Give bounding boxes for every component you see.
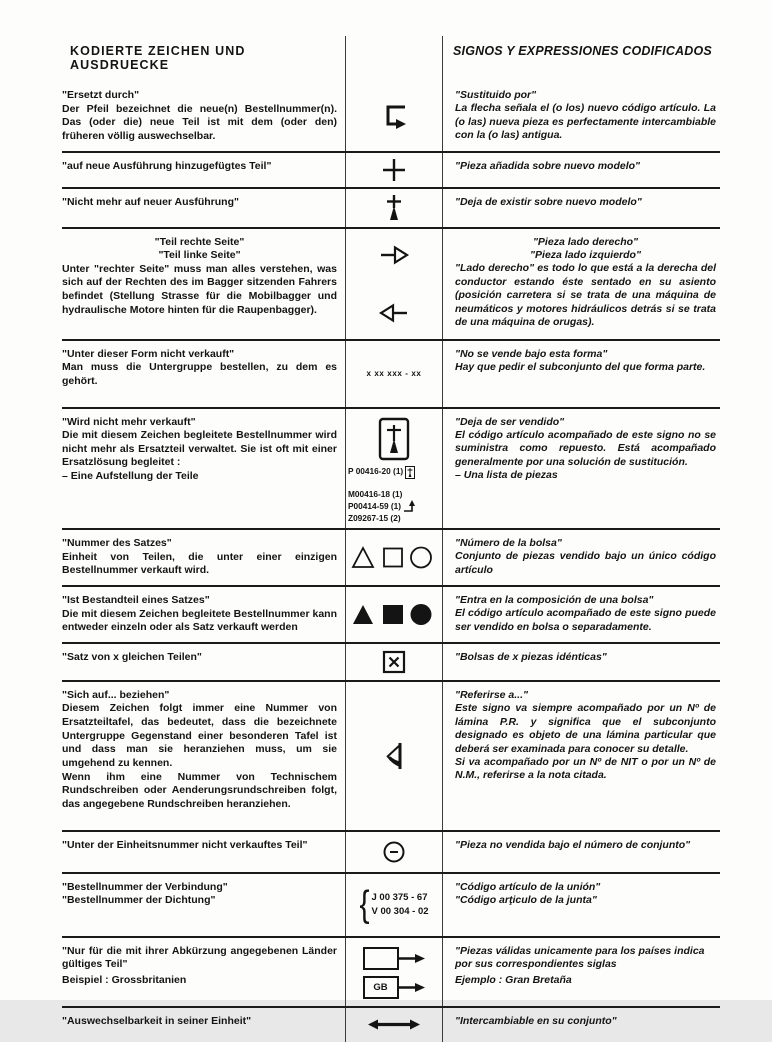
table-row	[62, 682, 720, 832]
brace-icon: {	[359, 883, 370, 925]
german-cell	[62, 682, 345, 830]
gb-country-box-arrow	[363, 976, 426, 999]
spanish-cell	[443, 938, 720, 1006]
plus-icon	[381, 157, 407, 183]
es-title: "Bolsas de x piezas idénticas"	[455, 650, 607, 663]
small-boxed-dagger-icon	[405, 466, 415, 479]
es-body: Este signo va siempre acompañado por un Nº de lámina P.R. y significa que el subconjunto designado es objeto de una lámina particular que deberá ser examinada para conocer su detalle.	[455, 702, 716, 755]
empty-country-box-arrow	[363, 947, 426, 970]
spanish-cell	[443, 587, 720, 642]
code-seal: V 00 304 - 02	[371, 905, 429, 917]
de-line1: "Teil rechte Seite"	[154, 235, 245, 248]
part-number: P 00416-20 (1)	[348, 466, 404, 477]
de-body: "Nur für die mit ihrer Abkürzung angegebenen Länder gültiges Teil"	[62, 944, 337, 971]
spanish-cell	[443, 153, 720, 187]
arrow-right-icon	[399, 982, 426, 993]
table-row	[62, 189, 720, 229]
table-row	[62, 341, 720, 409]
german-cell	[62, 229, 345, 339]
header-symbol-spacer	[345, 36, 443, 82]
de-title: "Ersetzt durch"	[62, 89, 140, 101]
es-title: "Número de la bolsa"	[455, 536, 562, 549]
de-title: "Unter der Einheitsnummer nicht verkauftes Teil"	[62, 838, 308, 851]
es-list-item: – Una lista de piezas	[455, 469, 558, 482]
outline-triangle-square-circle-icons	[350, 544, 438, 571]
filled-triangle-square-circle-icons	[350, 601, 438, 628]
table-row	[62, 530, 720, 587]
symbol-cell	[345, 189, 443, 227]
empty-country-box	[363, 947, 399, 970]
de-body: Einheit von Teilen, die unter einer einzigen Bestellnummer verkauft wird.	[62, 550, 337, 577]
code-union: J 00 375 - 67	[371, 891, 428, 903]
es-title: "Referirse a..."	[455, 688, 528, 701]
es-body: La flecha señala el (o los) nuevo código artículo. La (o las) nueva pieza es perfectamente intercambiable con la (o las) antigua.	[455, 102, 716, 142]
es-body: por sus correspondientes siglas	[455, 958, 617, 971]
german-cell	[62, 409, 345, 528]
superseded-part-list	[348, 466, 440, 524]
spanish-cell	[443, 82, 720, 151]
header-german: KODIERTE ZEICHEN UND AUSDRUECKE	[70, 44, 246, 72]
symbol-cell	[345, 82, 443, 151]
spanish-cell	[443, 644, 720, 680]
de-title: "Satz von x gleichen Teilen"	[62, 650, 202, 663]
symbol-cell	[345, 938, 443, 1006]
symbol-cell	[345, 1008, 443, 1042]
table-row	[62, 587, 720, 644]
es-title: "Sustituido por"	[455, 89, 537, 101]
spanish-cell	[443, 530, 720, 585]
es-body: "Lado derecho" es todo lo que está a la derecha del conductor estando éste sentado en su asiento (posición carretera si se trata de una máquina de neumáticos y motores hidráulicos detrás si se trata de una máquina de orugas).	[455, 262, 716, 329]
de-title: "Unter dieser Form nicht verkauft"	[62, 347, 235, 360]
table-row	[62, 644, 720, 682]
de-line1: "Bestellnummer der Verbindung"	[62, 880, 228, 893]
boxed-dagger-icon	[377, 417, 411, 461]
gb-country-box: GB	[363, 976, 399, 999]
symbol-cell	[345, 874, 443, 936]
spanish-cell	[443, 341, 720, 407]
header-spanish: SIGNOS Y EXPRESSIONES CODIFICADOS	[453, 44, 712, 58]
boxed-x-icon	[382, 650, 406, 674]
elbow-arrow-icon	[403, 500, 418, 513]
es-title: "Deja de ser vendido"	[455, 415, 565, 428]
de-body: Man muss die Untergruppe bestellen, zu dem es gehört.	[62, 361, 337, 387]
spanish-cell	[443, 874, 720, 936]
de-example: Beispiel : Grossbritanien	[62, 974, 187, 987]
de-title: "auf neue Ausführung hinzugefügtes Teil"	[62, 159, 272, 172]
symbol-cell	[345, 229, 443, 339]
spanish-cell	[443, 682, 720, 830]
spanish-cell	[443, 409, 720, 528]
dagger-icon	[383, 193, 405, 223]
german-cell	[62, 874, 345, 936]
table-row	[62, 938, 720, 1008]
spanish-cell	[443, 229, 720, 339]
es-title: "Entra en la composición de una bolsa"	[455, 593, 654, 606]
german-cell	[62, 832, 345, 872]
de-body: Die mit diesem Zeichen begleitete Bestellnummer wird nicht mehr als Ersatzteil verwaltet. Sie ist oft mit einer Ersatzlösung begleitet :	[62, 429, 337, 469]
de-body: Diesem Zeichen folgt immer eine Nummer von Ersatzteiltafel, das bedeutet, dass die bezeichnete Untergruppe Gegenstand einer besonderen Tafel ist und dass man sie heranziehen muss, um sie umgehend zu kennen.	[62, 702, 337, 769]
de-title: "Nicht mehr auf neuer Ausführung"	[62, 195, 239, 208]
es-body: Conjunto de piezas vendido bajo un único código artículo	[455, 550, 716, 576]
legend-table	[62, 36, 720, 1042]
es-body: Hay que pedir el subconjunto del que forma parte.	[455, 361, 706, 373]
table-row	[62, 153, 720, 189]
symbol-cell	[345, 341, 443, 407]
de-body: Wenn ihm eine Nummer von Technischem Rundschreiben oder Aenderungsrundschreiben folgt, das angegebene Rundschreiben heranziehen.	[62, 770, 337, 810]
german-cell	[62, 938, 345, 1006]
de-body: Die mit diesem Zeichen begleitete Bestellnummer kann entweder einzeln oder als Satz verkauft werden	[62, 607, 337, 634]
de-list-item: – Eine Aufstellung der Teile	[62, 470, 199, 483]
table-row	[62, 874, 720, 938]
de-line2: "Teil linke Seite"	[158, 249, 241, 262]
de-title: "Auswechselbarkeit in seiner Einheit"	[62, 1014, 252, 1027]
german-cell	[62, 587, 345, 642]
eye-refer-icon	[381, 740, 407, 772]
table-row	[62, 1008, 720, 1042]
symbol-cell	[345, 409, 443, 528]
symbol-cell	[345, 682, 443, 830]
circled-minus-icon	[382, 840, 406, 864]
symbol-cell	[345, 832, 443, 872]
table-row	[62, 82, 720, 151]
symbol-cell	[345, 153, 443, 187]
es-title: "Pieza no vendida bajo el número de conjunto"	[455, 838, 691, 851]
german-cell	[62, 1008, 345, 1042]
german-cell	[62, 530, 345, 585]
es-line2: "Pieza lado izquierdo"	[530, 249, 641, 261]
es-title: "Deja de existir sobre nuevo modelo"	[455, 195, 642, 208]
table-row	[62, 409, 720, 530]
symbol-cell	[345, 644, 443, 680]
part-number: Z09267-15 (2)	[348, 512, 401, 523]
table-row	[62, 832, 720, 874]
es-title: "Pieza añadida sobre nuevo modelo"	[455, 159, 641, 172]
de-title: "Wird nicht mehr verkauft"	[62, 415, 196, 428]
part-number: M00416-18 (1)	[348, 488, 403, 499]
spanish-cell	[443, 189, 720, 227]
es-title: "Intercambiable en su conjunto"	[455, 1014, 617, 1027]
es-body: "Piezas válidas unicamente para los países indica	[455, 944, 705, 957]
es-body: El código artículo acompañado de este signo puede ser vendido en bolsa o separadamente.	[455, 607, 716, 633]
header-row	[62, 36, 720, 82]
german-cell	[62, 644, 345, 680]
es-line2: "Código arţiculo de la junta"	[455, 894, 597, 907]
german-cell	[62, 82, 345, 151]
right-arrow-icon	[379, 243, 409, 267]
part-number: P00414-59 (1)	[348, 500, 402, 511]
de-title: "Nummer des Satzes"	[62, 536, 172, 549]
double-arrow-icon	[367, 1018, 421, 1031]
de-body: Unter "rechter Seite" muss man alles verstehen, was sich auf der Rechten des im Bagger sitzenden Fahrers befindet (Stellung Strasse für die Mobilbagger und hydraulische Motore hinten für die Raupenbagger).	[62, 262, 337, 316]
symbol-cell	[345, 530, 443, 585]
es-body: El código artículo acompañado de este signo no se suministra como repuesto. Está acompañado generalmente por una solución de sustitución.	[455, 429, 716, 468]
part-number-code: x xx xxx - xx	[366, 369, 422, 379]
arrow-right-icon	[399, 953, 426, 964]
table-row	[62, 229, 720, 341]
de-body: Der Pfeil bezeichnet die neue(n) Bestellnummer(n). Das (oder die) neue Teil ist mit dem (oder den) früheren völlig auswechselbar.	[62, 102, 337, 142]
german-cell	[62, 189, 345, 227]
german-cell	[62, 341, 345, 407]
german-cell	[62, 153, 345, 187]
de-title: "Sich auf... beziehen"	[62, 688, 170, 701]
es-title: "No se vende bajo esta forma"	[455, 347, 608, 360]
corner-arrow-icon	[378, 102, 410, 130]
es-line1: "Pieza lado derecho"	[532, 235, 639, 248]
left-arrow-icon	[379, 301, 409, 325]
spanish-cell	[443, 1008, 720, 1042]
braced-codes	[359, 883, 429, 925]
es-example: Ejemplo : Gran Bretaña	[455, 973, 572, 986]
spanish-cell	[443, 832, 720, 872]
de-line2: "Bestellnummer der Dichtung"	[62, 894, 216, 907]
es-body: Si va acompañado por un Nº de NIT o por un Nº de N.M., referirse a la nota citada.	[455, 755, 716, 782]
es-line1: "Código artículo de la unión"	[455, 880, 601, 893]
de-title: "Ist Bestandteil eines Satzes"	[62, 593, 210, 606]
symbol-cell	[345, 587, 443, 642]
